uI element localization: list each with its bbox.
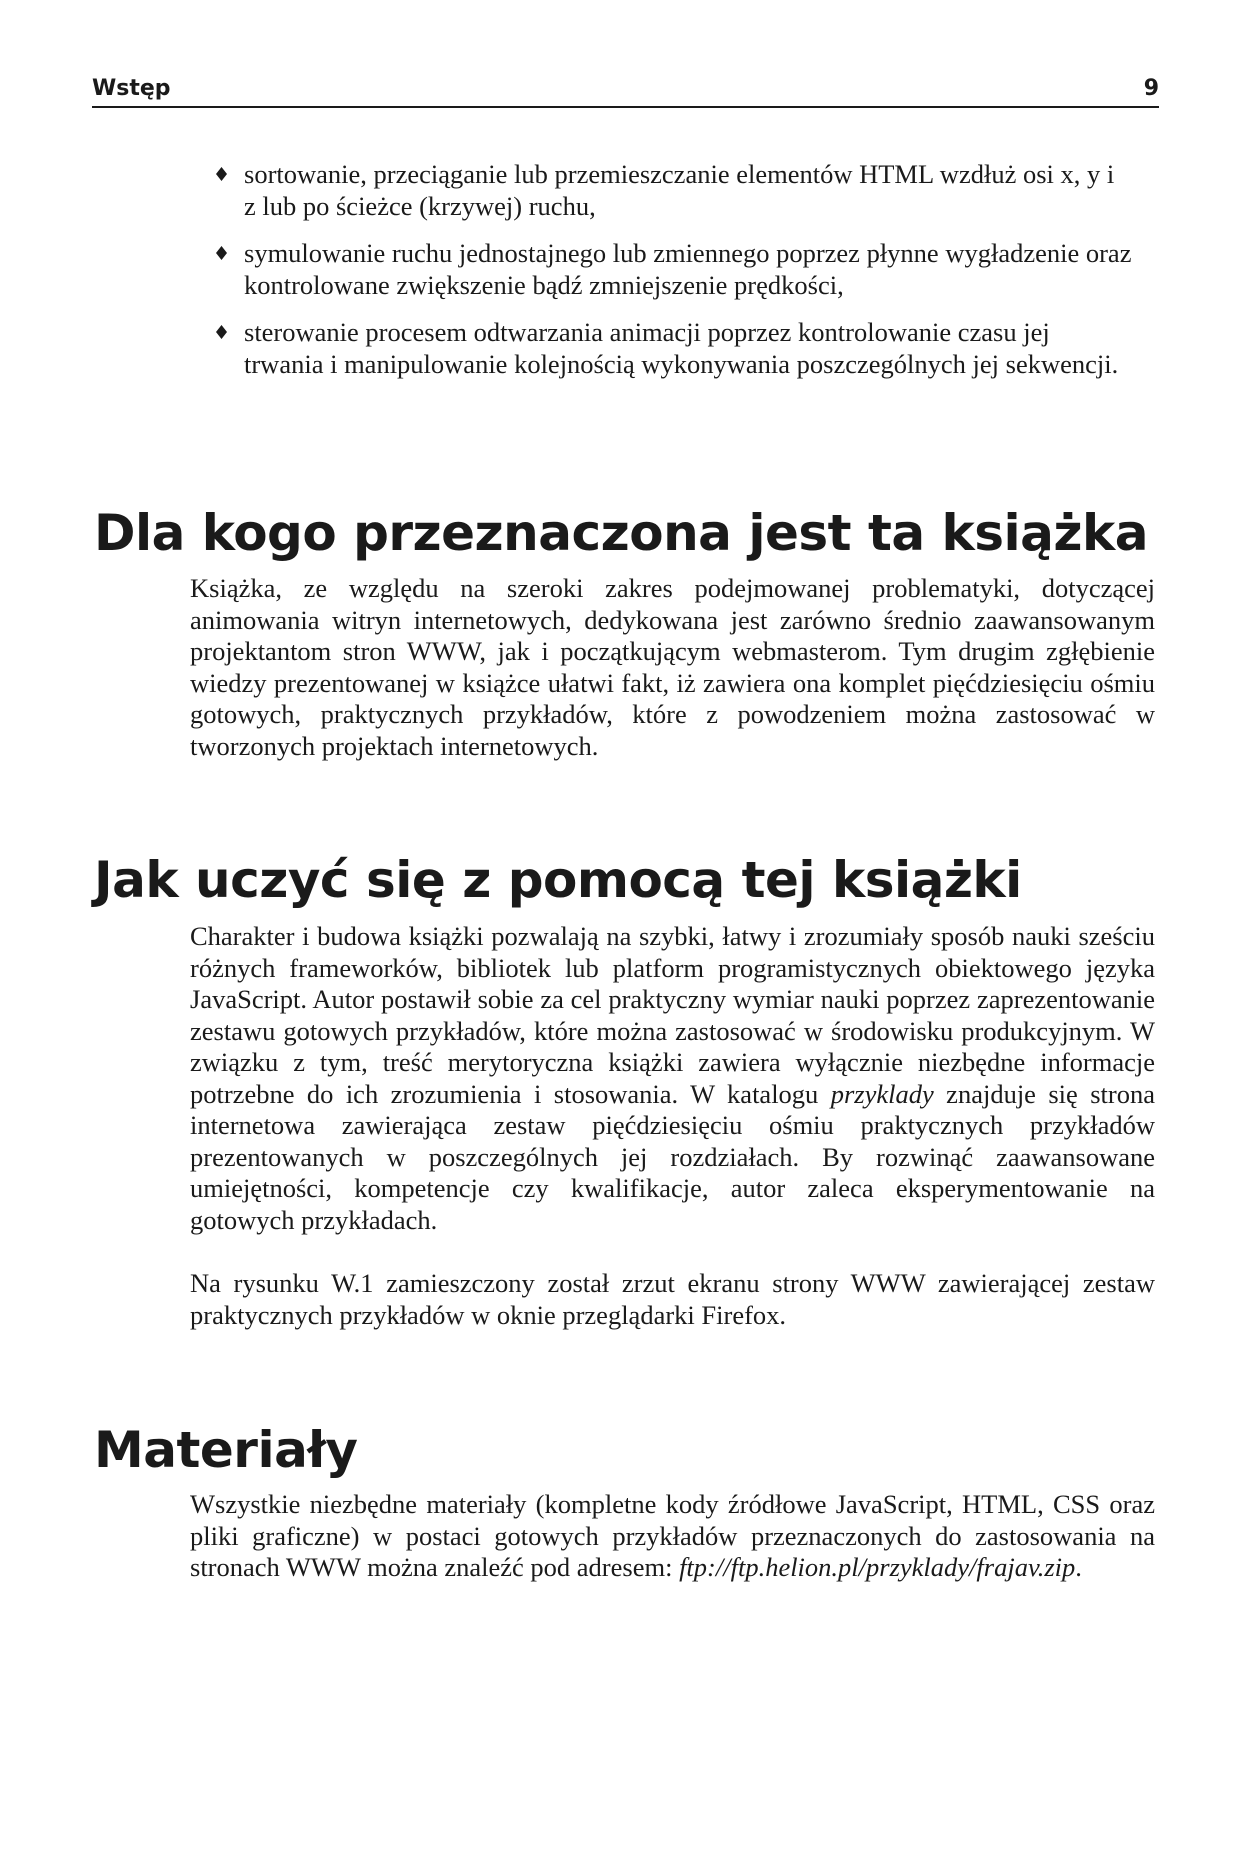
list-item	[212, 158, 1132, 222]
diamond-bullet-icon	[216, 246, 227, 260]
paragraph-text: Charakter i budowa książki pozwalają na szybki, łatwy i zrozumiały sposób nauki sześciu różnych frameworków, bibliotek lub platform programistycznych obiektowego języka JavaScript. Autor postawił sobie za cel praktyczny wymiar nauki poprzez zaprezentowanie zestawu gotowych przykładów, które można zastosować w środowisku produkcyjnym. W związku z tym, treść merytoryczna książki zawiera wyłącznie niezbędne informacje potrzebne do ich zrozumienia i stosowania. W katalogu	[190, 921, 1155, 1109]
section-paragraph-how-to-learn	[190, 921, 1155, 1236]
section-paragraph-figure-reference: Na rysunku W.1 zamieszczony został zrzut ekranu strony WWW zawierającej zestaw praktycznych przykładów w oknie przeglądarki Firefox.	[190, 1268, 1155, 1330]
section-heading-how-to-learn: Jak uczyć się z pomocą tej książki	[94, 851, 1022, 909]
page-number: 9	[1143, 76, 1159, 101]
section-heading-materials: Materiały	[94, 1421, 358, 1479]
diamond-bullet-icon	[216, 325, 227, 339]
list-item-text: sortowanie, przeciąganie lub przemieszczanie elementów HTML wzdłuż osi x, y i z lub po ścieżce (krzywej) ruchu,	[244, 159, 1115, 221]
download-link[interactable]: ftp://ftp.helion.pl/przyklady/frajav.zip	[679, 1552, 1076, 1582]
list-item-text: symulowanie ruchu jednostajnego lub zmiennego poprzez płynne wygładzenie oraz kontrolowane zwiększenie bądź zmniejszenie prędkości,	[244, 238, 1132, 300]
feature-list	[212, 158, 1132, 395]
list-item	[212, 237, 1132, 301]
section-paragraph-audience: Książka, ze względu na szeroki zakres podejmowanej problematyki, dotyczącej animowania witryn internetowych, dedykowana jest zarówno średnio zaawansowanym projektantom stron WWW, jak i początkującym webmasterom. Tym drugim zgłębienie wiedzy prezentowanej w książce ułatwi fakt, iż zawiera ona komplet pięćdziesięciu ośmiu gotowych, praktycznych przykładów, które z powodzeniem można zastosować w tworzonych projektach internetowych.	[190, 573, 1155, 761]
paragraph-text: .	[1075, 1552, 1082, 1582]
paragraph-text: Wszystkie niezbędne materiały (kompletne kody źródłowe JavaScript, HTML, CSS oraz pliki graficzne) w postaci gotowych przykładów przeznaczonych do zastosowania na stronach WWW można znaleźć pod adresem:	[190, 1489, 1155, 1582]
section-paragraph-materials	[190, 1489, 1155, 1584]
paragraph-text: znajduje się strona internetowa zawierająca zestaw pięćdziesięciu ośmiu praktycznych przykładów prezentowanych w poszczególnych jej rozdziałach. By rozwinąć zaawansowane umiejętności, kompetencje czy kwalifikacje, autor zaleca eksperymentowanie na gotowych przykładach.	[190, 1078, 1155, 1235]
diamond-bullet-icon	[216, 167, 227, 181]
list-item	[212, 316, 1132, 380]
chapter-title: Wstęp	[92, 76, 171, 101]
section-heading-audience: Dla kogo przeznaczona jest ta książka	[94, 504, 1148, 562]
folder-name: przyklady	[830, 1078, 934, 1109]
running-header	[92, 76, 1159, 108]
list-item-text: sterowanie procesem odtwarzania animacji poprzez kontrolowanie czasu jej trwania i manipulowanie kolejnością wykonywania poszczególnych jej sekwencji.	[244, 317, 1119, 379]
